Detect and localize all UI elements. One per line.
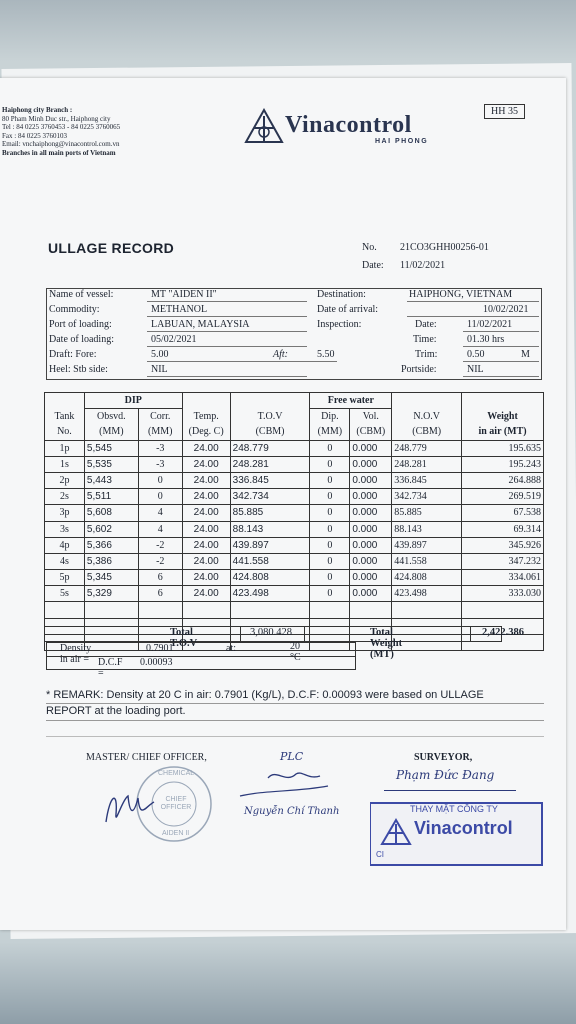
rule	[147, 301, 307, 302]
density-row	[46, 642, 356, 657]
table-row	[45, 553, 544, 569]
branch-email: Email: vnchaiphong@vinacontrol.com.vn	[2, 140, 120, 149]
tov-cell: 248.281	[230, 456, 310, 472]
plc-note: PLC	[280, 750, 304, 763]
weight-cell: 347.232	[462, 553, 544, 569]
corr-cell: 4	[138, 505, 182, 521]
branch-info	[2, 106, 242, 158]
tov-cell: 336.845	[230, 472, 310, 488]
stamp-ring-text: CHEMICAL	[158, 770, 195, 777]
fw-dip-cell: 0	[310, 521, 350, 537]
dcf-value: 0.00093	[140, 657, 173, 668]
draft-label: Draft: Fore:	[49, 349, 97, 360]
nov-cell: 85.885	[392, 505, 462, 521]
inspection-date-value: 11/02/2021	[467, 319, 513, 330]
fw-dip-cell: 0	[310, 440, 350, 456]
rule	[46, 703, 544, 704]
obsvd-cell: 5,329	[84, 586, 138, 602]
stamp-emblem-icon	[380, 818, 412, 846]
empty-cell	[182, 602, 230, 618]
remark-text: * REMARK: Density at 20 C in air: 0.7901 (Kg/L), D.C.F: 0.00093 were based on ULLAGE REPORT at the loading port.	[46, 689, 484, 717]
trim-label: Trim:	[415, 349, 438, 360]
weight-unit: in air (MT)	[462, 424, 544, 440]
obsvd-cell: 5,386	[84, 553, 138, 569]
stamp-center-text: CHIEF OFFICER	[160, 796, 192, 811]
nov-cell: 342.734	[392, 489, 462, 505]
table-row	[45, 489, 544, 505]
corr-cell: -3	[138, 456, 182, 472]
nov-cell: 423.498	[392, 586, 462, 602]
rule	[463, 376, 539, 377]
header-blank	[462, 393, 544, 409]
tank-cell: 5s	[45, 586, 85, 602]
fw-vol-header: Vol.	[350, 409, 392, 425]
rule	[407, 316, 539, 317]
tov-cell: 248.779	[230, 440, 310, 456]
heel-label: Heel: Stb side:	[49, 364, 108, 375]
fw-dip-cell: 0	[310, 489, 350, 505]
nov-cell: 248.779	[392, 440, 462, 456]
header-blank	[230, 393, 310, 409]
empty-cell	[350, 602, 392, 618]
tov-cell: 88.143	[230, 521, 310, 537]
temp-cell: 24.00	[182, 570, 230, 586]
temp-unit: (Deg. C)	[182, 424, 230, 440]
fw-vol-cell: 0.000	[350, 553, 392, 569]
temp-cell: 24.00	[182, 553, 230, 569]
empty-cell	[230, 602, 310, 618]
weight-cell: 69.314	[462, 521, 544, 537]
rule	[147, 361, 337, 362]
weight-cell: 195.635	[462, 440, 544, 456]
obsvd-header: Obsvd.	[84, 409, 138, 425]
tank-cell: 4p	[45, 537, 85, 553]
corr-cell: 4	[138, 521, 182, 537]
empty-cell	[310, 602, 350, 618]
obsvd-unit: (MM)	[84, 424, 138, 440]
corr-cell: -3	[138, 440, 182, 456]
page-title: ULLAGE RECORD	[48, 240, 175, 256]
obsvd-cell: 5,366	[84, 537, 138, 553]
tank-cell: 3p	[45, 505, 85, 521]
tank-cell: 3s	[45, 521, 85, 537]
draft-fore-value: 5.00	[151, 349, 169, 360]
record-date-label: Date:	[362, 260, 384, 271]
tov-cell: 424.808	[230, 570, 310, 586]
table-row	[45, 537, 544, 553]
signature-area	[0, 746, 566, 926]
density-at-label: at:	[226, 643, 236, 654]
temp-cell: 24.00	[182, 505, 230, 521]
divider	[240, 626, 241, 641]
weight-cell: 67.538	[462, 505, 544, 521]
commodity-value: METHANOL	[151, 304, 208, 315]
tank-cell: 5p	[45, 570, 85, 586]
master-signature-icon	[100, 786, 160, 830]
dcf-row	[46, 656, 356, 670]
tov-cell: 441.558	[230, 553, 310, 569]
tov-cell: 439.897	[230, 537, 310, 553]
total-weight-value: 2,422.386	[482, 627, 524, 638]
vinacontrol-emblem-icon	[244, 108, 284, 144]
temp-cell: 24.00	[182, 456, 230, 472]
loading-date-label: Date of loading:	[49, 334, 114, 345]
temp-cell: 24.00	[182, 489, 230, 505]
tank-cell: 4s	[45, 553, 85, 569]
table-row	[45, 505, 544, 521]
fw-vol-cell: 0.000	[350, 456, 392, 472]
weight-cell: 345.926	[462, 537, 544, 553]
branch-ports: Branches in all main ports of Vietnam	[2, 148, 116, 157]
branch-fax: Fax : 84 0225 3760103	[2, 131, 67, 140]
divider	[470, 626, 471, 641]
fw-vol-cell: 0.000	[350, 537, 392, 553]
weight-cell: 269.519	[462, 489, 544, 505]
draft-aft-label: Aft:	[273, 349, 288, 360]
fw-dip-cell: 0	[310, 537, 350, 553]
tov-cell: 423.498	[230, 586, 310, 602]
density-at-value: 20 °C	[290, 641, 301, 663]
rule	[463, 361, 539, 362]
fw-dip-cell: 0	[310, 472, 350, 488]
nov-cell: 439.897	[392, 537, 462, 553]
corr-cell: 6	[138, 586, 182, 602]
rule	[384, 790, 516, 791]
rule	[147, 316, 307, 317]
empty-cell	[462, 602, 544, 618]
vessel-value: MT "AIDEN II"	[151, 289, 217, 300]
rule	[46, 736, 544, 737]
tank-cell: 1p	[45, 440, 85, 456]
nov-cell: 248.281	[392, 456, 462, 472]
rule	[407, 301, 539, 302]
ullage-record-page	[0, 78, 566, 930]
surveyor-label: SURVEYOR,	[414, 752, 473, 763]
density-value: 0.7901	[146, 643, 174, 654]
corr-cell: -2	[138, 553, 182, 569]
tank-unit: No.	[45, 424, 85, 440]
corr-cell: 0	[138, 489, 182, 505]
tank-cell: 1s	[45, 456, 85, 472]
table-row	[45, 456, 544, 472]
fw-vol-unit: (CBM)	[350, 424, 392, 440]
table-row	[45, 472, 544, 488]
nov-cell: 424.808	[392, 570, 462, 586]
rule	[46, 720, 544, 721]
fw-dip-unit: (MM)	[310, 424, 350, 440]
obsvd-cell: 5,602	[84, 521, 138, 537]
fw-dip-header: Dip.	[310, 409, 350, 425]
time-label: Time:	[413, 334, 437, 345]
nov-cell: 336.845	[392, 472, 462, 488]
temp-cell: 24.00	[182, 521, 230, 537]
commodity-label: Commodity:	[49, 304, 100, 315]
branch-tel: Tel : 84 0225 3760453 - 84 0225 3760065	[2, 123, 121, 132]
dcf-label: D.C.F =	[98, 657, 123, 679]
temp-header: Temp.	[182, 409, 230, 425]
rule	[463, 331, 539, 332]
form-code: HH 35	[484, 104, 525, 119]
arrival-value: 10/02/2021	[483, 304, 529, 315]
record-no-label: No.	[362, 242, 377, 253]
record-date: 11/02/2021	[400, 260, 446, 271]
header-blank	[182, 393, 230, 409]
fw-dip-cell: 0	[310, 505, 350, 521]
nov-cell: 88.143	[392, 521, 462, 537]
fw-dip-cell: 0	[310, 586, 350, 602]
weight-cell: 264.888	[462, 472, 544, 488]
corr-cell: 6	[138, 570, 182, 586]
port-value: LABUAN, MALAYSIA	[151, 319, 250, 330]
ullage-table	[44, 392, 544, 626]
corr-cell: 0	[138, 472, 182, 488]
weight-cell: 334.061	[462, 570, 544, 586]
nov-header: N.O.V	[392, 409, 462, 425]
ullage-grid	[44, 392, 544, 651]
dip-group-header: DIP	[84, 393, 182, 409]
vessel-label: Name of vessel:	[49, 289, 114, 300]
fw-vol-cell: 0.000	[350, 586, 392, 602]
nov-unit: (CBM)	[392, 424, 462, 440]
fw-vol-cell: 0.000	[350, 521, 392, 537]
empty-cell	[138, 602, 182, 618]
branch-name: Haiphong city Branch :	[2, 106, 73, 114]
free-water-group-header: Free water	[310, 393, 392, 409]
draft-aft-value: 5.50	[317, 349, 335, 360]
weight-header: Weight	[462, 409, 544, 425]
fw-vol-cell: 0.000	[350, 472, 392, 488]
tov-header: T.O.V	[230, 409, 310, 425]
trim-unit: M	[521, 349, 530, 360]
obsvd-cell: 5,608	[84, 505, 138, 521]
fw-vol-cell: 0.000	[350, 505, 392, 521]
density-label: Density in air =	[60, 643, 92, 665]
fw-vol-cell: 0.000	[350, 440, 392, 456]
loading-date-value: 05/02/2021	[151, 334, 197, 345]
weight-cell: 195.243	[462, 456, 544, 472]
rule	[147, 346, 307, 347]
vinacontrol-logo: Vinacontrol	[285, 112, 412, 138]
record-no: 21CO3GHH00256-01	[400, 242, 489, 253]
officer-signature-icon	[236, 762, 336, 802]
fw-vol-cell: 0.000	[350, 570, 392, 586]
table-row	[45, 521, 544, 537]
port-label: Port of loading:	[49, 319, 112, 330]
temp-cell: 24.00	[182, 537, 230, 553]
heel-value: NIL	[151, 364, 168, 375]
fw-dip-cell: 0	[310, 570, 350, 586]
inspection-date-label: Date:	[415, 319, 437, 330]
obsvd-cell: 5,511	[84, 489, 138, 505]
empty-row	[45, 602, 544, 618]
master-handwritten-name: Nguyễn Chí Thanh	[244, 806, 340, 817]
rule	[147, 376, 307, 377]
destination-value: HAIPHONG, VIETNAM	[409, 289, 513, 300]
trim-value: 0.50	[467, 349, 485, 360]
empty-cell	[84, 602, 138, 618]
table-row	[45, 586, 544, 602]
obsvd-cell: 5,345	[84, 570, 138, 586]
weight-cell: 333.030	[462, 586, 544, 602]
vessel-info-box	[46, 288, 542, 380]
portside-value: NIL	[467, 364, 484, 375]
total-tov-label: Total T.O.V	[170, 627, 198, 649]
tov-unit: (CBM)	[230, 424, 310, 440]
empty-cell	[392, 602, 462, 618]
corr-header: Corr.	[138, 409, 182, 425]
table-row	[45, 570, 544, 586]
rule	[463, 346, 539, 347]
stamp-logo: Vinacontrol	[414, 818, 513, 838]
tank-cell: 2s	[45, 489, 85, 505]
portside-label: Portside:	[401, 364, 437, 375]
empty-cell	[45, 602, 85, 618]
corr-cell: -2	[138, 537, 182, 553]
stamp-ci: CI	[376, 850, 384, 859]
stamp-bottom-text: AIDEN II	[162, 830, 190, 837]
surveyor-handwritten-name: Phạm Đức Đang	[396, 768, 495, 782]
fw-dip-cell: 0	[310, 553, 350, 569]
tov-cell: 85.885	[230, 505, 310, 521]
divider	[304, 626, 305, 641]
branch-address: 80 Pham Minh Duc str., Haiphong city	[2, 114, 111, 123]
fw-dip-cell: 0	[310, 456, 350, 472]
corr-unit: (MM)	[138, 424, 182, 440]
temp-cell: 24.00	[182, 586, 230, 602]
tov-cell: 342.734	[230, 489, 310, 505]
arrival-label: Date of arrival:	[317, 304, 379, 315]
table-body	[45, 440, 544, 650]
temp-cell: 24.00	[182, 440, 230, 456]
total-weight-label: Total Weight (MT)	[370, 627, 403, 660]
obsvd-cell: 5,535	[84, 456, 138, 472]
inspection-label: Inspection:	[317, 319, 362, 330]
tank-cell: 2p	[45, 472, 85, 488]
destination-label: Destination:	[317, 289, 366, 300]
obsvd-cell: 5,443	[84, 472, 138, 488]
time-value: 01.30 hrs	[467, 334, 505, 345]
table-row	[45, 440, 544, 456]
logo-subtitle: HAI PHONG	[375, 138, 429, 145]
header-blank	[392, 393, 462, 409]
total-tov-value: 3,080.428	[250, 627, 292, 638]
fw-vol-cell: 0.000	[350, 489, 392, 505]
header-blank	[45, 393, 85, 409]
temp-cell: 24.00	[182, 472, 230, 488]
nov-cell: 441.558	[392, 553, 462, 569]
stamp-line: THAY MẶT CÔNG TY	[410, 804, 498, 814]
obsvd-cell: 5,545	[84, 440, 138, 456]
master-label: MASTER/ CHIEF OFFICER,	[86, 752, 207, 763]
tank-header: Tank	[45, 409, 85, 425]
rule	[147, 331, 307, 332]
